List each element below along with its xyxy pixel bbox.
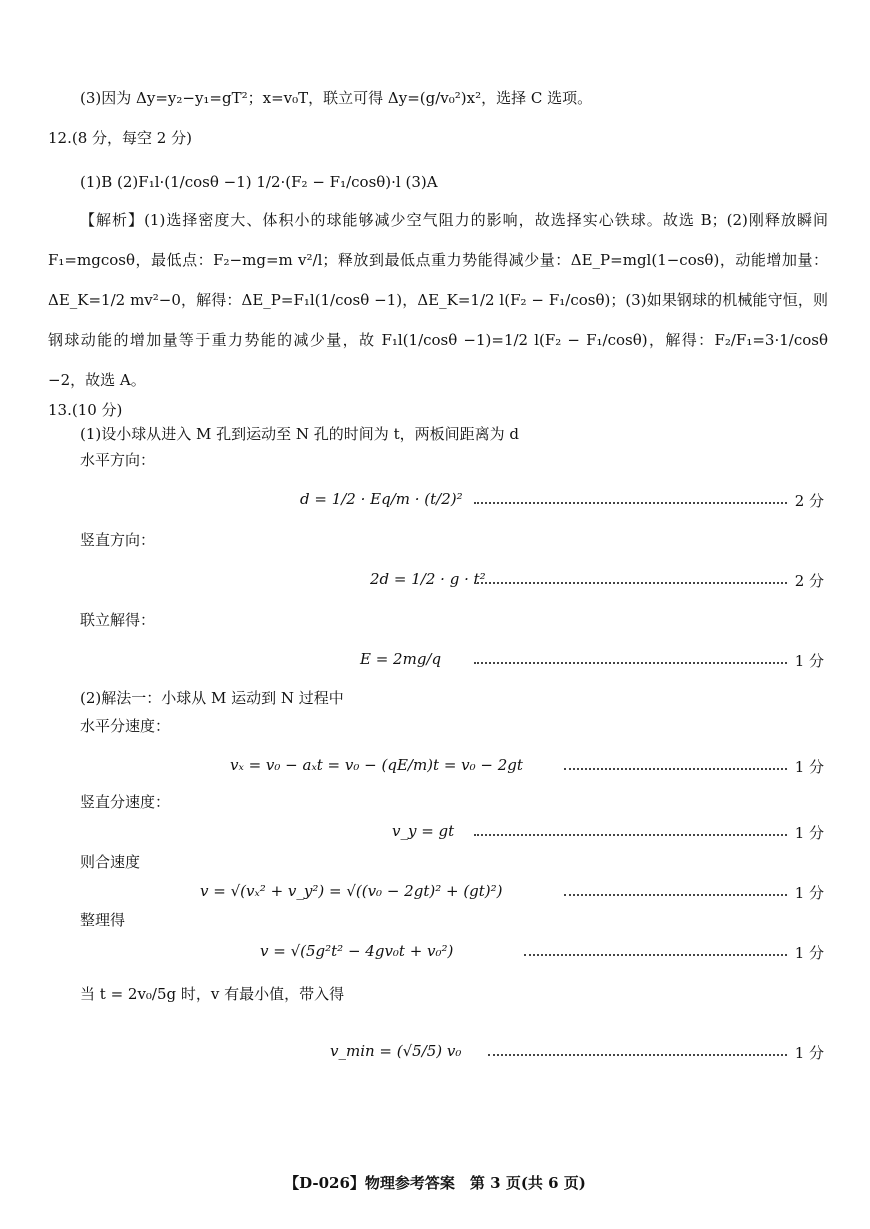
score-row-6 (560, 882, 824, 903)
q13-solve-label: 联立解得： (80, 611, 156, 629)
score-row-3 (470, 650, 824, 671)
page-footer: 【D-026】物理参考答案 第 3 页(共 6 页) (284, 1174, 586, 1192)
q13-when-line: 当 t = 2v₀/5g 时，v 有最小值，带入得 (80, 985, 345, 1003)
score-row-7 (520, 942, 824, 963)
score-row-4 (560, 756, 824, 777)
q13-equation-6: v = √(vₓ² + v_y²) = √((v₀ − 2gt)² + (gt)²) (200, 882, 503, 900)
q13-part1-intro: (1)设小球从进入 M 孔到运动至 N 孔的时间为 t，两板间距离为 d (80, 425, 519, 443)
score-value: 1 分 (794, 758, 824, 776)
q13-header: 13.(10 分) (48, 401, 123, 419)
score-value: 1 分 (794, 884, 824, 902)
q13-simplify-label: 整理得 (80, 911, 126, 929)
q13-equation-3: E = 2mg/q (360, 650, 442, 668)
q13-equation-2: 2d = 1/2 · g · t² (370, 570, 486, 588)
q13-equation-1: d = 1/2 · Eq/m · (t/2)² (300, 490, 463, 508)
score-row-8 (484, 1042, 824, 1063)
q13-equation-5: v_y = gt (392, 822, 455, 840)
q13-vertical-label: 竖直方向： (80, 531, 156, 549)
q12-header: 12.(8 分，每空 2 分) (48, 129, 192, 147)
score-value: 1 分 (794, 1044, 824, 1062)
score-value: 1 分 (794, 824, 824, 842)
q13-vertical-velocity-label: 竖直分速度： (80, 793, 171, 811)
score-row-5 (470, 822, 824, 843)
score-value: 2 分 (794, 572, 824, 590)
q11-part3-line: (3)因为 Δy=y₂−y₁=gT²；x=v₀T，联立可得 Δy=(g/v₀²)x²，选择 C 选项。 (80, 89, 593, 107)
score-value: 1 分 (794, 652, 824, 670)
q13-horizontal-velocity-label: 水平分速度： (80, 717, 171, 735)
q12-analysis: 【解析】(1)选择密度大、体积小的球能够减少空气阻力的影响，故选择实心铁球。故选 B；(2)刚释放瞬间 F₁=mgcosθ，最低点：F₂−mg=m v²/l；释放到最低点重力势能得减少量：ΔE_P=mgl(1−cosθ)，动能增加量：ΔE_K=1/2 mv²−0，解得：ΔE_P=F₁l(1/cosθ −1)，ΔE_K=1/2 l(F₂ − F₁/cosθ)；(3)如果钢球的机械能守恒，则钢球动能的增加量等于重力势能的减少量，故 F₁l(1/cosθ −1)=1/2 l(F₂ − F₁/cosθ)，解得：F₂/F₁=3·1/cosθ −2，故选 A。 (48, 211, 828, 389)
q13-horizontal-label: 水平方向： (80, 451, 156, 469)
score-value: 1 分 (794, 944, 824, 962)
score-row-2 (470, 570, 824, 591)
q13-equation-4: vₓ = v₀ − aₓt = v₀ − (qE/m)t = v₀ − 2gt (230, 756, 523, 774)
q13-equation-8: v_min = (√5/5) v₀ (330, 1042, 462, 1060)
q13-combined-label: 则合速度 (80, 853, 141, 871)
score-row-1 (470, 490, 824, 511)
q13-part2-intro: (2)解法一：小球从 M 运动到 N 过程中 (80, 689, 344, 707)
q12-answers: (1)B (2)F₁l·(1/cosθ −1) 1/2·(F₂ − F₁/cosθ)·l (3)A (80, 173, 438, 191)
q13-equation-7: v = √(5g²t² − 4gv₀t + v₀²) (260, 942, 454, 960)
score-value: 2 分 (794, 492, 824, 510)
